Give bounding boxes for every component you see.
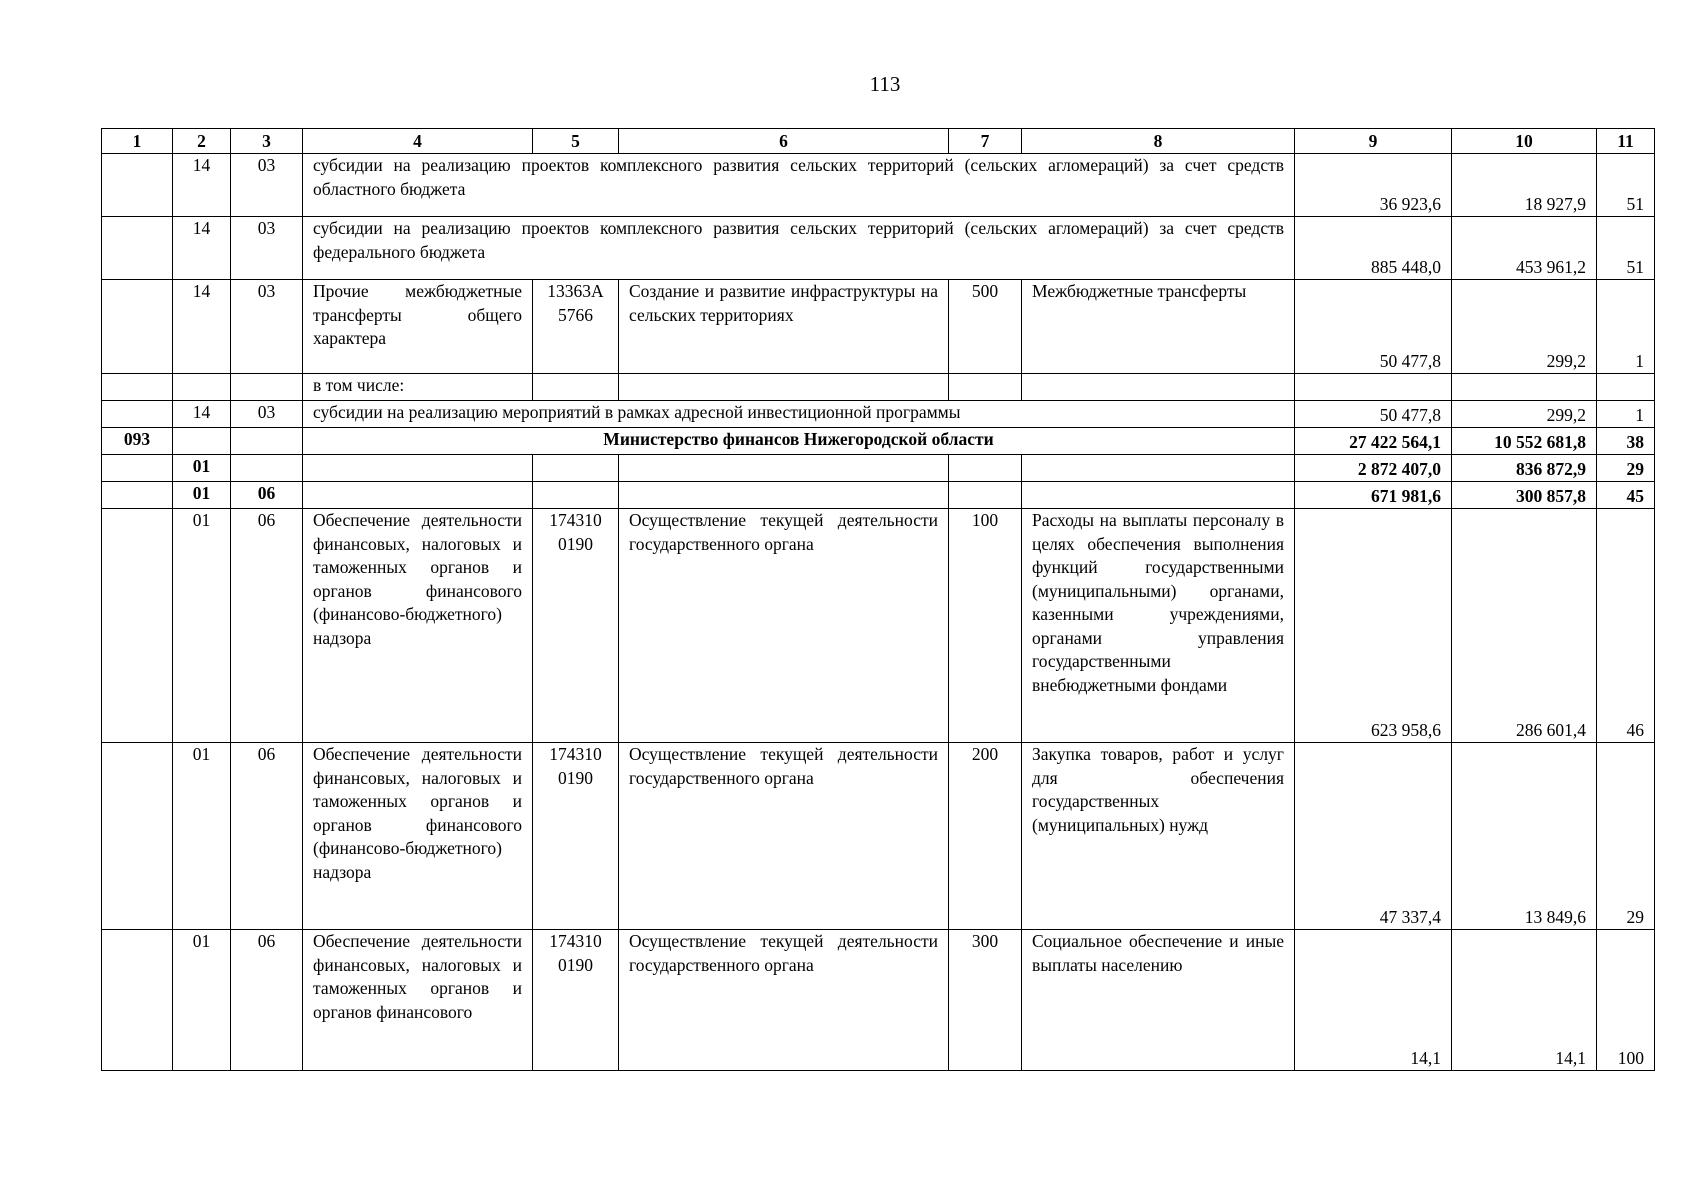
cell-percent: 38 xyxy=(1597,428,1655,455)
header-cell: 9 xyxy=(1295,129,1452,154)
cell-subsection: 06 xyxy=(231,509,303,743)
cell-subsection: 06 xyxy=(231,930,303,1071)
cell-subsection: 03 xyxy=(231,401,303,428)
cell-section: 14 xyxy=(173,154,231,217)
cell-percent: 29 xyxy=(1597,455,1655,482)
cell-actual: 10 552 681,8 xyxy=(1452,428,1597,455)
cell-target-code: 174310 0190 xyxy=(533,509,619,743)
header-cell: 2 xyxy=(173,129,231,154)
cell-percent: 46 xyxy=(1597,509,1655,743)
cell-measure: Осуществление текущей деятельности государственного органа xyxy=(619,930,949,1071)
budget-table xyxy=(101,128,1655,1071)
cell-description: субсидии на реализацию мероприятий в рамках адресной инвестиционной программы xyxy=(303,401,1295,428)
cell-planned: 27 422 564,1 xyxy=(1295,428,1452,455)
table-row xyxy=(102,374,1655,401)
cell-admin-code xyxy=(102,509,173,743)
cell-percent: 1 xyxy=(1597,401,1655,428)
cell-actual: 18 927,9 xyxy=(1452,154,1597,217)
cell-admin-code: 093 xyxy=(102,428,173,455)
cell-expense-name: Закупка товаров, работ и услуг для обеспечения государственных (муниципальных) нужд xyxy=(1022,743,1295,930)
cell-expense-type: 300 xyxy=(949,930,1022,1071)
table-row xyxy=(102,482,1655,509)
table-row xyxy=(102,217,1655,280)
cell-percent: 100 xyxy=(1597,930,1655,1071)
cell-percent: 45 xyxy=(1597,482,1655,509)
cell-section: 01 xyxy=(173,930,231,1071)
cell-subsection: 06 xyxy=(231,482,303,509)
cell-actual: 286 601,4 xyxy=(1452,509,1597,743)
cell-planned: 50 477,8 xyxy=(1295,401,1452,428)
table-row xyxy=(102,428,1655,455)
cell-admin-code xyxy=(102,217,173,280)
cell-program-name: Обеспечение деятельности финансовых, налоговых и таможенных органов и органов финансового (финансово-бюджетного) надзора xyxy=(303,743,533,930)
cell-section: 14 xyxy=(173,217,231,280)
cell-section: 01 xyxy=(173,509,231,743)
cell-expense-name: Расходы на выплаты персоналу в целях обеспечения выполнения функций государственными (муниципальными) органами, казенными учреждениями, органами управления государственными внебюджетными фондами xyxy=(1022,509,1295,743)
header-cell: 7 xyxy=(949,129,1022,154)
header-cell: 6 xyxy=(619,129,949,154)
header-cell: 5 xyxy=(533,129,619,154)
cell-planned: 885 448,0 xyxy=(1295,217,1452,280)
cell-expense-type: 200 xyxy=(949,743,1022,930)
cell-program-name: Обеспечение деятельности финансовых, налоговых и таможенных органов и органов финансового (финансово-бюджетного) надзора xyxy=(303,509,533,743)
cell-program-name: Прочие межбюджетные трансферты общего характера xyxy=(303,280,533,374)
cell-subsection: 06 xyxy=(231,743,303,930)
table-row xyxy=(102,509,1655,743)
cell-admin-code xyxy=(102,743,173,930)
header-cell: 8 xyxy=(1022,129,1295,154)
cell-planned: 47 337,4 xyxy=(1295,743,1452,930)
cell-planned: 14,1 xyxy=(1295,930,1452,1071)
header-cell: 3 xyxy=(231,129,303,154)
cell-planned: 623 958,6 xyxy=(1295,509,1452,743)
header-cell: 1 xyxy=(102,129,173,154)
cell-program-name: Обеспечение деятельности финансовых, налоговых и таможенных органов и органов финансового xyxy=(303,930,533,1071)
cell-planned: 36 923,6 xyxy=(1295,154,1452,217)
header-cell: 11 xyxy=(1597,129,1655,154)
page-number: 113 xyxy=(869,72,901,96)
cell-admin-code xyxy=(102,154,173,217)
table-row xyxy=(102,455,1655,482)
cell-section: 01 xyxy=(173,743,231,930)
table-row xyxy=(102,401,1655,428)
header-row xyxy=(102,129,1655,154)
cell-actual: 299,2 xyxy=(1452,401,1597,428)
cell-admin-code xyxy=(102,401,173,428)
cell-expense-name: Межбюджетные трансферты xyxy=(1022,280,1295,374)
table-row xyxy=(102,930,1655,1071)
cell-ministry-name: Министерство финансов Нижегородской области xyxy=(303,428,1295,455)
cell-planned: 50 477,8 xyxy=(1295,280,1452,374)
cell-expense-name: Социальное обеспечение и иные выплаты населению xyxy=(1022,930,1295,1071)
cell-actual: 13 849,6 xyxy=(1452,743,1597,930)
cell-expense-type: 500 xyxy=(949,280,1022,374)
header-cell: 10 xyxy=(1452,129,1597,154)
cell-subsection: 03 xyxy=(231,154,303,217)
cell-target-code: 13363А 5766 xyxy=(533,280,619,374)
cell-actual: 836 872,9 xyxy=(1452,455,1597,482)
cell-program-name: в том числе: xyxy=(303,374,533,401)
cell-expense-type: 100 xyxy=(949,509,1022,743)
cell-subsection: 03 xyxy=(231,280,303,374)
cell-percent: 29 xyxy=(1597,743,1655,930)
cell-section: 01 xyxy=(173,455,231,482)
cell-admin-code xyxy=(102,280,173,374)
cell-planned: 2 872 407,0 xyxy=(1295,455,1452,482)
cell-measure: Осуществление текущей деятельности государственного органа xyxy=(619,509,949,743)
table-row xyxy=(102,280,1655,374)
cell-target-code: 174310 0190 xyxy=(533,743,619,930)
cell-target-code: 174310 0190 xyxy=(533,930,619,1071)
cell-admin-code xyxy=(102,930,173,1071)
header-cell: 4 xyxy=(303,129,533,154)
cell-actual: 300 857,8 xyxy=(1452,482,1597,509)
cell-section: 01 xyxy=(173,482,231,509)
cell-actual: 14,1 xyxy=(1452,930,1597,1071)
cell-actual: 453 961,2 xyxy=(1452,217,1597,280)
cell-percent: 1 xyxy=(1597,280,1655,374)
cell-planned: 671 981,6 xyxy=(1295,482,1452,509)
cell-percent: 51 xyxy=(1597,154,1655,217)
cell-measure: Осуществление текущей деятельности государственного органа xyxy=(619,743,949,930)
table-row xyxy=(102,154,1655,217)
cell-description: субсидии на реализацию проектов комплексного развития сельских территорий (сельских агломераций) за счет средств областного бюджета xyxy=(303,154,1295,217)
cell-section: 14 xyxy=(173,401,231,428)
cell-description: субсидии на реализацию проектов комплексного развития сельских территорий (сельских агломераций) за счет средств федерального бюджета xyxy=(303,217,1295,280)
cell-section: 14 xyxy=(173,280,231,374)
table-row xyxy=(102,743,1655,930)
cell-percent: 51 xyxy=(1597,217,1655,280)
cell-subsection: 03 xyxy=(231,217,303,280)
cell-actual: 299,2 xyxy=(1452,280,1597,374)
cell-measure: Создание и развитие инфраструктуры на сельских территориях xyxy=(619,280,949,374)
